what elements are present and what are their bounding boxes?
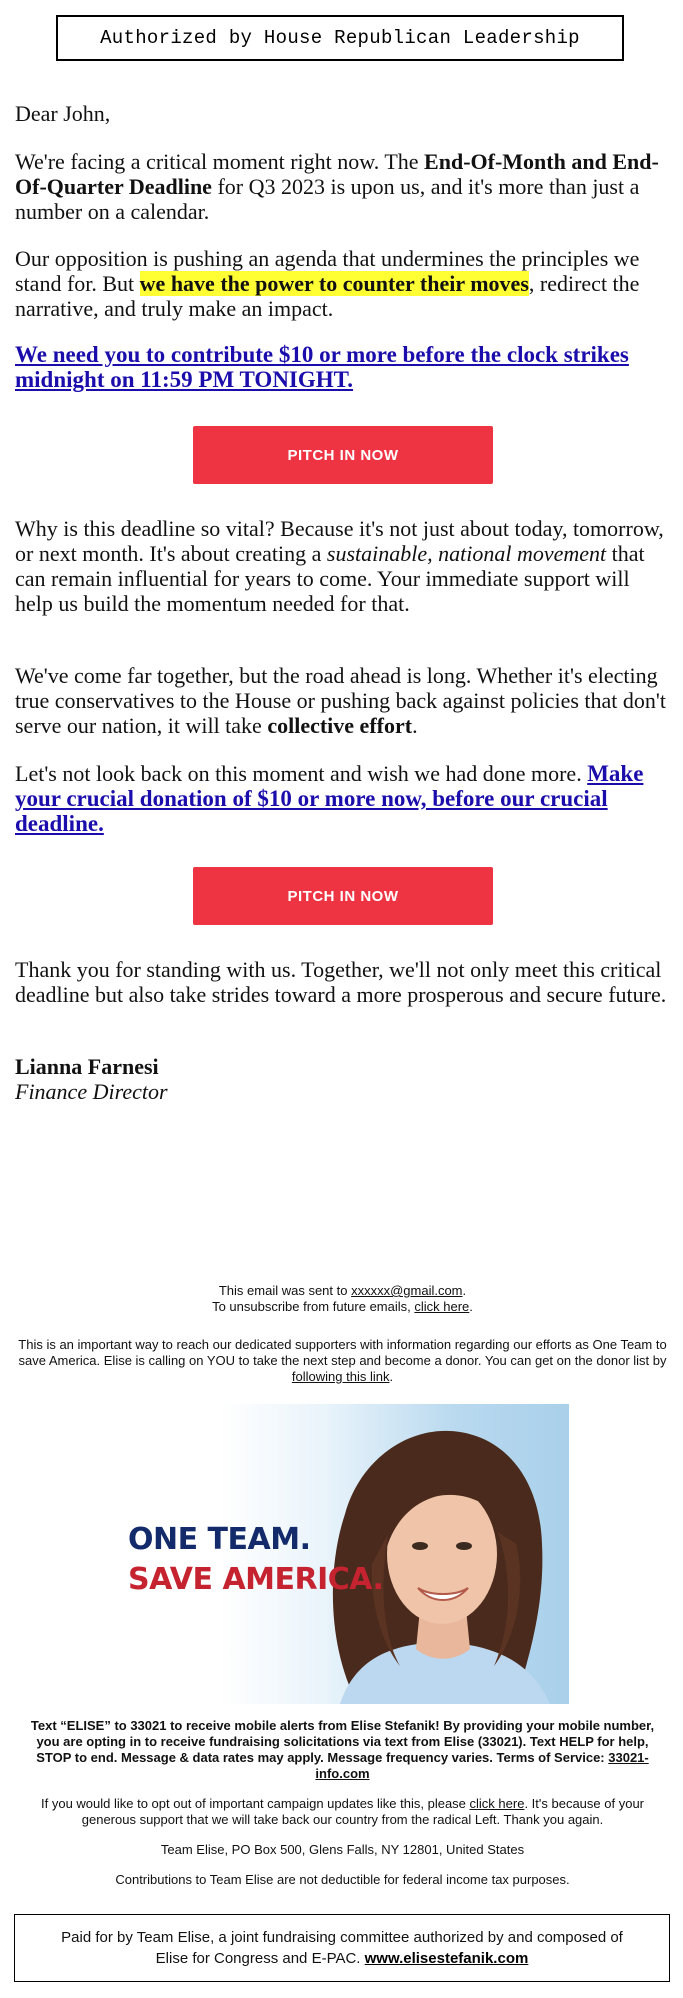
greeting: Dear John, [15,101,111,126]
one-team-banner [120,1404,569,1704]
paragraph-deadline: We're facing a critical moment right now. The End-Of-Month and End-Of-Quarter Deadline for Q3 2023 is upon us, and it's more than just a number on a calendar. [15,149,659,224]
paragraph-thank-you: Thank you for standing with us. Together, we'll not only meet this critical deadline but also take strides toward a more prosperous and secure future. [15,957,667,1007]
unsubscribe-link[interactable]: click here [414,1299,470,1314]
italic-emphasis: sustainable, national movement [326,541,607,566]
optout-link[interactable]: click here [469,1796,525,1811]
sms-disclaimer: Text “ELISE” to 33021 to receive mobile alerts from Elise Stefanik! By providing your mobile number, you are opting in to receive fundraising solicitations via text from Elise (33021). Text HELP for help, STOP to end. Message & data rates may apply. Message frequency varies. Terms of Service: 33021-info.com [30,1718,655,1781]
deadline-emphasis: End-Of-Month and End-Of-Quarter Deadline [15,149,659,199]
paragraph-look-back: Let's not look back on this moment and wish we had done more. Make your crucial donation of $10 or more now, before our crucial deadline. [15,761,644,836]
website-link[interactable]: www.elisestefanik.com [364,1950,529,1967]
tax-notice: Contributions to Team Elise are not deductible for federal income tax purposes. [115,1872,570,1887]
sms-terms-link[interactable]: 33021-info.com [315,1750,649,1781]
signature [15,1054,670,1104]
bold-emphasis: collective effort [267,713,413,738]
donation-link[interactable]: Make your crucial donation of $10 or more now, before our crucial deadline. [15,761,644,836]
paid-for-disclaimer: Paid for by Team Elise, a joint fundraising committee authorized by and composed of Elise for Congress and E-PAC. www.elisestefanik.com [14,1914,670,1982]
donor-info: This is an important way to reach our dedicated supporters with information regarding our efforts as One Team to save America. Elise is calling on YOU to take the next step and become a donor. You can get on the donor list by following this link. [18,1337,667,1384]
pitch-in-button-2[interactable]: PITCH IN NOW [193,867,493,925]
donor-list-link[interactable]: following this link [291,1369,390,1384]
optout-notice: If you would like to opt out of important campaign updates like this, please click here. It's because of your generous support that we will take back our country from the radical Left. Thank you again. [41,1796,644,1827]
pitch-in-button-1[interactable]: PITCH IN NOW [193,426,493,484]
mailing-address: Team Elise, PO Box 500, Glens Falls, NY 12801, United States [160,1842,525,1857]
paragraph-why: Why is this deadline so vital? Because it's not just about today, tomorrow, or next month. It's about creating a sustainable, national movement that can remain influential for years to come. Your immediate support will help us build the momentum needed for that. [15,516,664,616]
contribute-link-block [15,342,670,392]
banner-line-save-america: SAVE AMERICA. [128,1562,384,1597]
recipient-email-link[interactable]: xxxxxx@gmail.com [351,1283,463,1298]
contribute-link[interactable]: We need you to contribute $10 or more before the clock strikes midnight on 11:59 PM TONIGHT. [15,342,629,392]
authorization-banner: Authorized by House Republican Leadership [56,15,624,61]
paragraph-opposition: Our opposition is pushing an agenda that undermines the principles we stand for. But we have the power to counter their moves, redirect the narrative, and truly make an impact. [15,246,640,321]
sent-to-notice: This email was sent to xxxxxx@gmail.com. To unsubscribe from future emails, click here. [212,1283,473,1314]
banner-line-one-team: ONE TEAM. [128,1522,311,1557]
paragraph-road-ahead: We've come far together, but the road ahead is long. Whether it's electing true conservatives to the House or pushing back against policies that don't serve our nation, it will take collective effort. [15,663,666,738]
signer-title: Finance Director [15,1079,168,1104]
signer-name: Lianna Farnesi [15,1054,159,1079]
highlighted-text: we have the power to counter their moves [139,271,529,296]
